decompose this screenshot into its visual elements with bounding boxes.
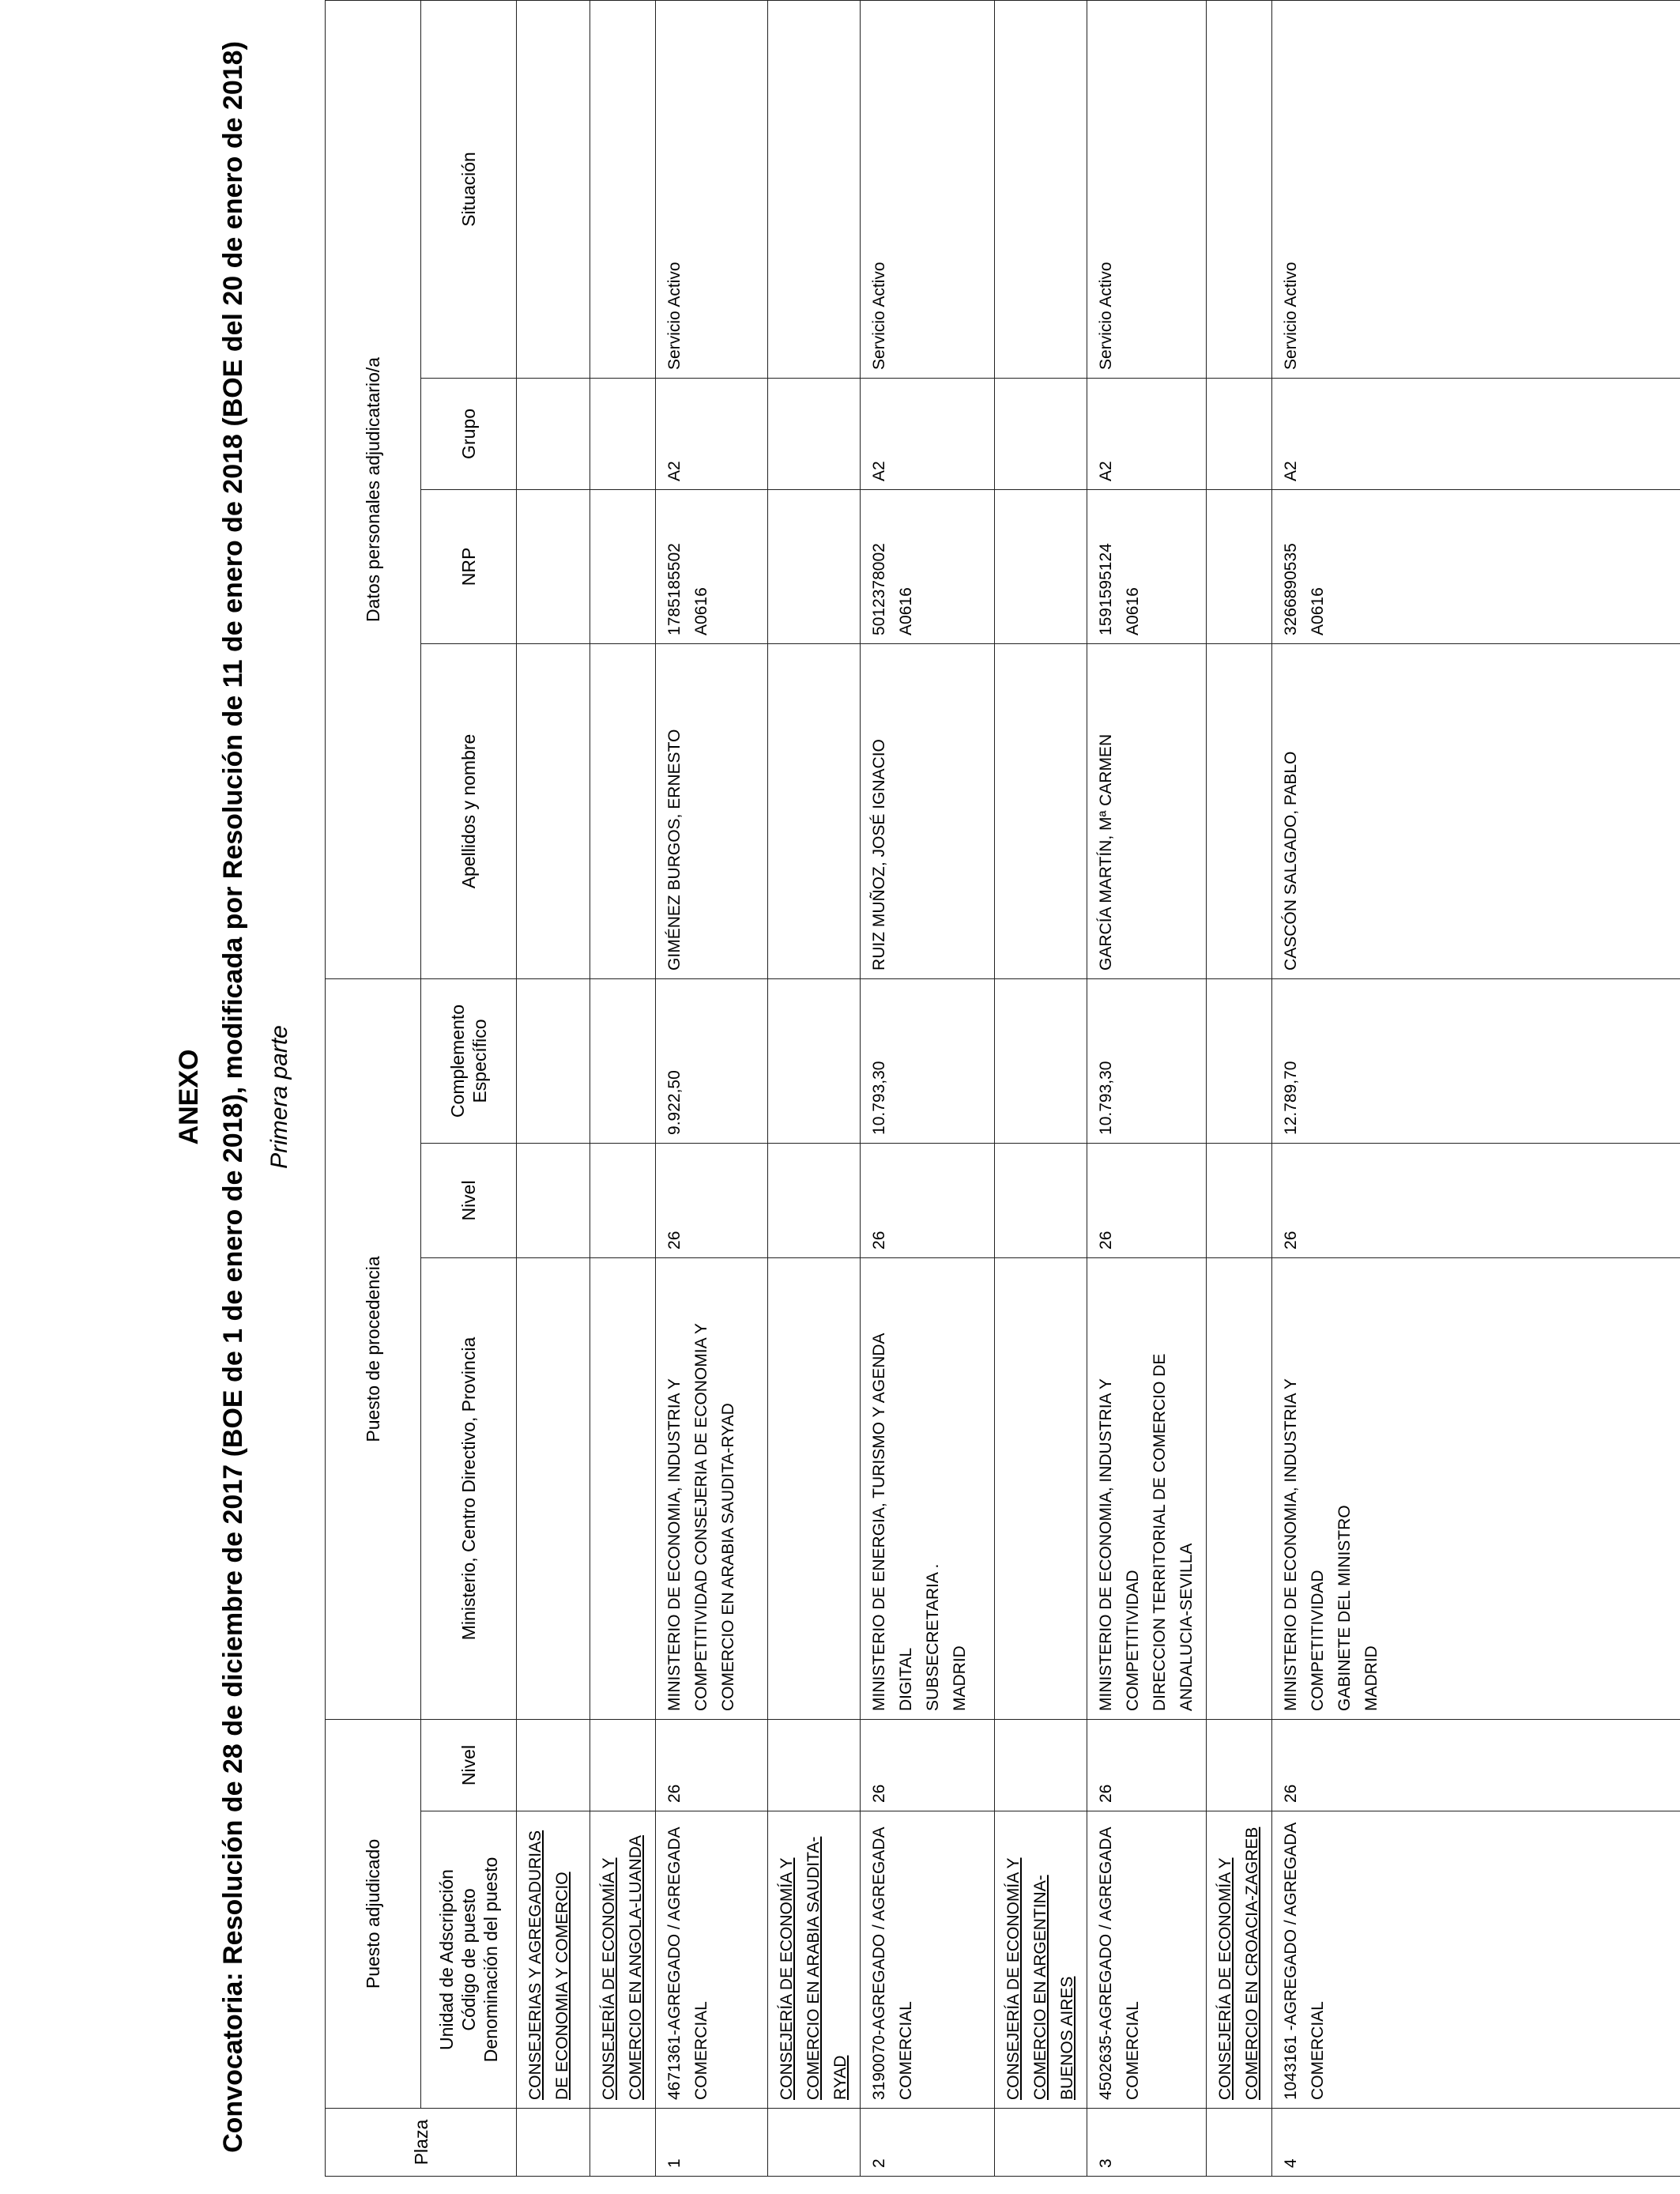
puesto-code: 1043161 -AGREGADO / AGREGADA COMERCIAL bbox=[1272, 1811, 1680, 2109]
col-apellidos: Apellidos y nombre bbox=[421, 643, 517, 978]
grupo-value: A2 bbox=[1272, 378, 1680, 489]
unit-row bbox=[995, 0, 1087, 2176]
col-nivel-adjudicado: Nivel bbox=[421, 1719, 517, 1811]
ministerio-centro: MINISTERIO DE ENERGIA, TURISMO Y AGENDA DIGITAL SUBSECRETARIA . MADRID bbox=[861, 1257, 995, 1719]
unit-name: CONSEJERÍA DE ECONOMÍA Y COMERCIO EN CROACIA-ZAGREB bbox=[1207, 1811, 1272, 2109]
table-row bbox=[861, 0, 995, 2176]
nivel-procedencia: 26 bbox=[1087, 1143, 1207, 1257]
unit-name: CONSEJERÍA DE ECONOMÍA Y COMERCIO EN ARABIA SAUDITA-RYAD bbox=[768, 1811, 861, 2109]
ministerio-centro: MINISTERIO DE ECONOMIA, INDUSTRIA Y COMPETITIVIDAD GABINETE DEL MINISTRO MADRID bbox=[1272, 1257, 1680, 1719]
col-plaza: Plaza bbox=[326, 2109, 517, 2177]
grupo-value: A2 bbox=[861, 378, 995, 489]
apellidos-nombre: CASCÓN SALGADO, PABLO bbox=[1272, 643, 1680, 978]
unit-name: CONSEJERÍA DE ECONOMÍA Y COMERCIO EN ANGOLA-LUANDA bbox=[590, 1811, 656, 2109]
table-row bbox=[1087, 0, 1207, 2176]
apellidos-nombre: RUIZ MUÑOZ, JOSÉ IGNACIO bbox=[861, 643, 995, 978]
complemento-especifico: 9.922,50 bbox=[656, 978, 768, 1143]
nrp-code: 3266890535 A0616 bbox=[1272, 489, 1680, 643]
puesto-code: 3190070-AGREGADO / AGREGADA COMERCIAL bbox=[861, 1811, 995, 2109]
part-label: Primera parte bbox=[266, 1025, 292, 1169]
col-ministerio: Ministerio, Centro Directivo, Provincia bbox=[421, 1257, 517, 1719]
complemento-especifico: 12.789,70 bbox=[1272, 978, 1680, 1143]
nrp-code: 1591595124 A0616 bbox=[1087, 489, 1207, 643]
group-datos-personales: Datos personales adjudicatario/a bbox=[326, 0, 421, 978]
nivel-adjudicado: 26 bbox=[861, 1719, 995, 1811]
col-nivel-procedencia: Nivel bbox=[421, 1143, 517, 1257]
situacion-value: Servicio Activo bbox=[861, 0, 995, 378]
ministerio-centro: MINISTERIO DE ECONOMIA, INDUSTRIA Y COMPETITIVIDAD CONSEJERIA DE ECONOMIA Y COMERCIO EN ARABIA SAUDITA-RYAD bbox=[656, 1257, 768, 1719]
nrp-code: 5012378002 A0616 bbox=[861, 489, 995, 643]
apellidos-nombre: GARCÍA MARTÍN, Mª CARMEN bbox=[1087, 643, 1207, 978]
annex-title: ANEXO bbox=[174, 1049, 204, 1145]
puesto-code: 4502635-AGREGADO / AGREGADA COMERCIAL bbox=[1087, 1811, 1207, 2109]
col-grupo: Grupo bbox=[421, 378, 517, 489]
unit-row bbox=[1207, 0, 1272, 2176]
situacion-value: Servicio Activo bbox=[1087, 0, 1207, 378]
section-row bbox=[517, 0, 590, 2176]
nivel-procedencia: 26 bbox=[861, 1143, 995, 1257]
nivel-procedencia: 26 bbox=[1272, 1143, 1680, 1257]
col-situacion: Situación bbox=[421, 0, 517, 378]
group-puesto-adjudicado: Puesto adjudicado bbox=[326, 1719, 421, 2108]
section-title: CONSEJERIAS Y AGREGADURIAS DE ECONOMIA Y COMERCIO bbox=[517, 1811, 590, 2109]
nivel-adjudicado: 26 bbox=[656, 1719, 768, 1811]
unit-row bbox=[590, 0, 656, 2176]
complemento-especifico: 10.793,30 bbox=[861, 978, 995, 1143]
grupo-value: A2 bbox=[656, 378, 768, 489]
col-nrp: NRP bbox=[421, 489, 517, 643]
group-header-row bbox=[326, 0, 421, 2176]
grupo-value: A2 bbox=[1087, 378, 1207, 489]
nivel-procedencia: 26 bbox=[656, 1143, 768, 1257]
puesto-code: 4671361-AGREGADO / AGREGADA COMERCIAL bbox=[656, 1811, 768, 2109]
situacion-value: Servicio Activo bbox=[656, 0, 768, 378]
col-complemento: Complemento Específico bbox=[421, 978, 517, 1143]
situacion-value: Servicio Activo bbox=[1272, 0, 1680, 378]
column-header-row bbox=[421, 0, 517, 2176]
group-puesto-procedencia: Puesto de procedencia bbox=[326, 978, 421, 1719]
nivel-adjudicado: 26 bbox=[1087, 1719, 1207, 1811]
apellidos-nombre: GIMÉNEZ BURGOS, ERNESTO bbox=[656, 643, 768, 978]
nrp-code: 1785185502 A0616 bbox=[656, 489, 768, 643]
unit-row bbox=[768, 0, 861, 2176]
col-unidad: Unidad de Adscripción Código de puesto Denominación del puesto bbox=[421, 1811, 517, 2109]
table-row bbox=[1272, 0, 1680, 2176]
complemento-especifico: 10.793,30 bbox=[1087, 978, 1207, 1143]
plaza-number: 1 bbox=[656, 2109, 768, 2177]
convocatoria-heading: Convocatoria: Resolución de 28 de diciembre de 2017 (BOE de 1 de enero de 2018), modificada por Resolución de 11 de enero de 2018 (BOE del 20 de enero de 2018) bbox=[218, 41, 248, 2153]
adjudication-table bbox=[325, 0, 1680, 2177]
plaza-number: 3 bbox=[1087, 2109, 1207, 2177]
nivel-adjudicado: 26 bbox=[1272, 1719, 1680, 1811]
table-row bbox=[656, 0, 768, 2176]
ministerio-centro: MINISTERIO DE ECONOMIA, INDUSTRIA Y COMPETITIVIDAD DIRECCION TERRITORIAL DE COMERCIO DE ANDALUCIA-SEVILLA bbox=[1087, 1257, 1207, 1719]
unit-name: CONSEJERÍA DE ECONOMÍA Y COMERCIO EN ARGENTINA-BUENOS AIRES bbox=[995, 1811, 1087, 2109]
plaza-number: 4 bbox=[1272, 2109, 1680, 2177]
plaza-number: 2 bbox=[861, 2109, 995, 2177]
